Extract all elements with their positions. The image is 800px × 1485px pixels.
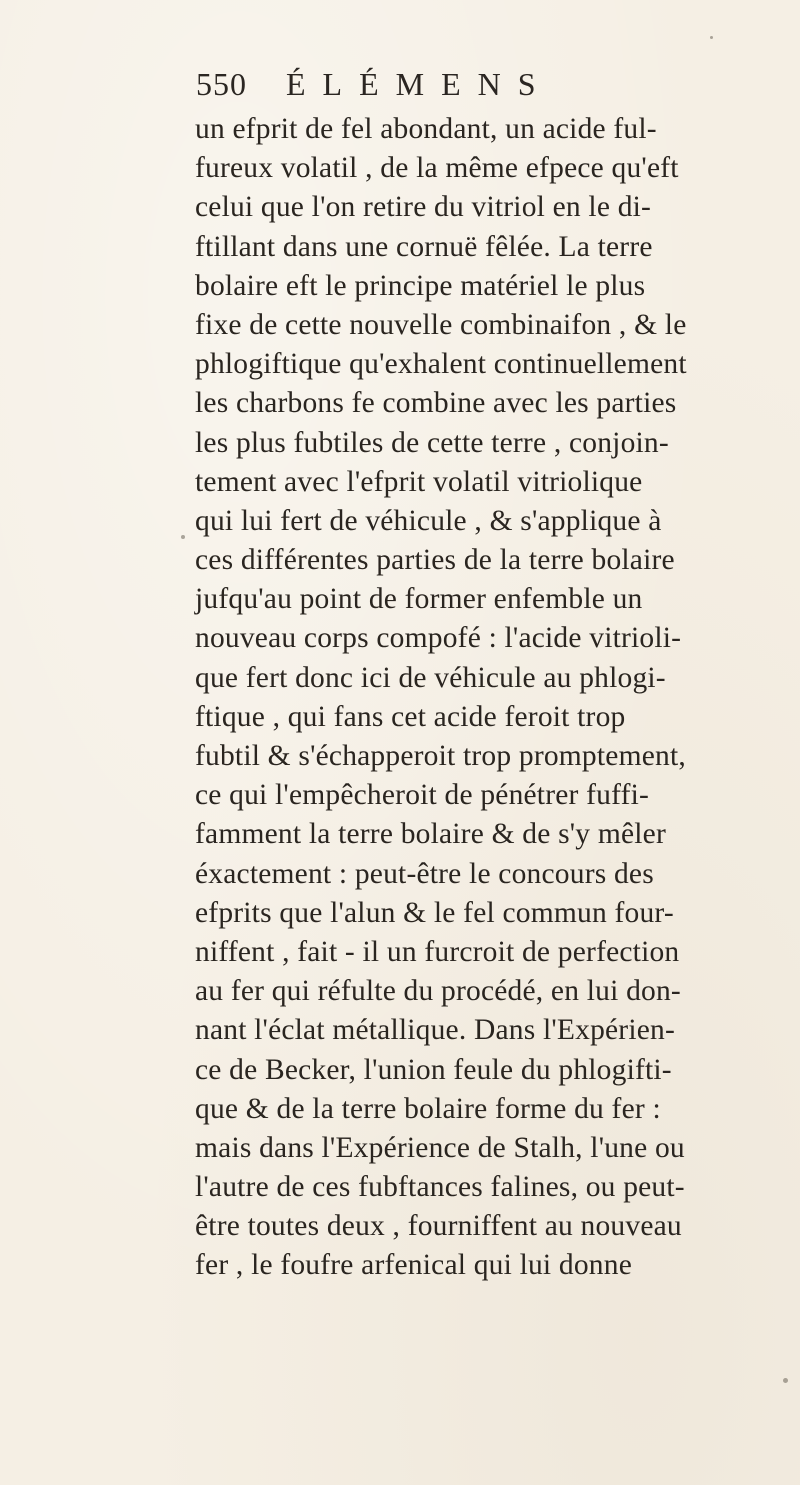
running-head: ÉLÉMENS [286,66,553,102]
text-line: les plus fubtiles de cette terre , conjoin- [195,426,669,459]
paper-speck [181,535,185,539]
text-line: fixe de cette nouvelle combinaifon , & le [195,308,687,341]
body-text [195,110,795,1286]
page-number: 550 [196,66,247,102]
text-line: efprits que l'alun & le fel commun four- [195,896,674,929]
text-line: un efprit de fel abondant, un acide ful- [195,113,657,145]
text-line: fer , le foufre arfenical qui lui donne [195,1249,632,1282]
text-line: phlogiftique qu'exhalent continuellement [195,348,687,381]
text-line: mais dans l'Expérience de Stalh, l'une ou [195,1131,685,1164]
text-line: famment la terre bolaire & de s'y mêler [195,818,666,851]
text-line: ftillant dans une cornuë fêlée. La terre [195,230,653,263]
page-header [196,66,756,112]
text-line: l'autre de ces fubftances falines, ou peut- [195,1171,685,1204]
paper-speck [710,36,713,39]
text-line: bolaire eft le principe matériel le plus [195,269,646,302]
text-line: éxactement : peut-être le concours des [195,857,654,890]
text-line: celui que l'on retire du vitriol en le di- [195,191,652,224]
text-line: ftique , qui fans cet acide feroit trop [195,700,626,733]
text-line: ces différentes parties de la terre bolaire [195,544,675,577]
text-line: tement avec l'efprit volatil vitriolique [195,465,643,498]
text-line: ce qui l'empêcheroit de pénétrer fuffi- [195,779,650,812]
text-line: être toutes deux , fourniffent au nouveau [195,1210,682,1243]
text-line: niffent , fait - il un furcroit de perfection [195,935,680,968]
text-line: que fert donc ici de véhicule au phlogi- [195,661,666,694]
text-line: nouveau corps compofé : l'acide vitrioli- [195,622,682,655]
text-line: que & de la terre bolaire forme du fer : [195,1092,661,1125]
text-line: au fer qui réfulte du procédé, en lui don- [195,975,681,1008]
text-line: qui lui fert de véhicule , & s'applique à [195,504,662,537]
text-line: nant l'éclat métallique. Dans l'Expérien- [195,1014,675,1047]
paper-speck [783,1378,788,1383]
text-line: fubtil & s'échapperoit trop promptement, [195,740,686,772]
text-line: ce de Becker, l'union feule du phlogifti- [195,1053,672,1086]
text-line: les charbons fe combine avec les parties [195,387,677,420]
text-line: fureux volatil , de la même efpece qu'eft [195,152,679,185]
text-line: jufqu'au point de former enfemble un [195,583,643,616]
